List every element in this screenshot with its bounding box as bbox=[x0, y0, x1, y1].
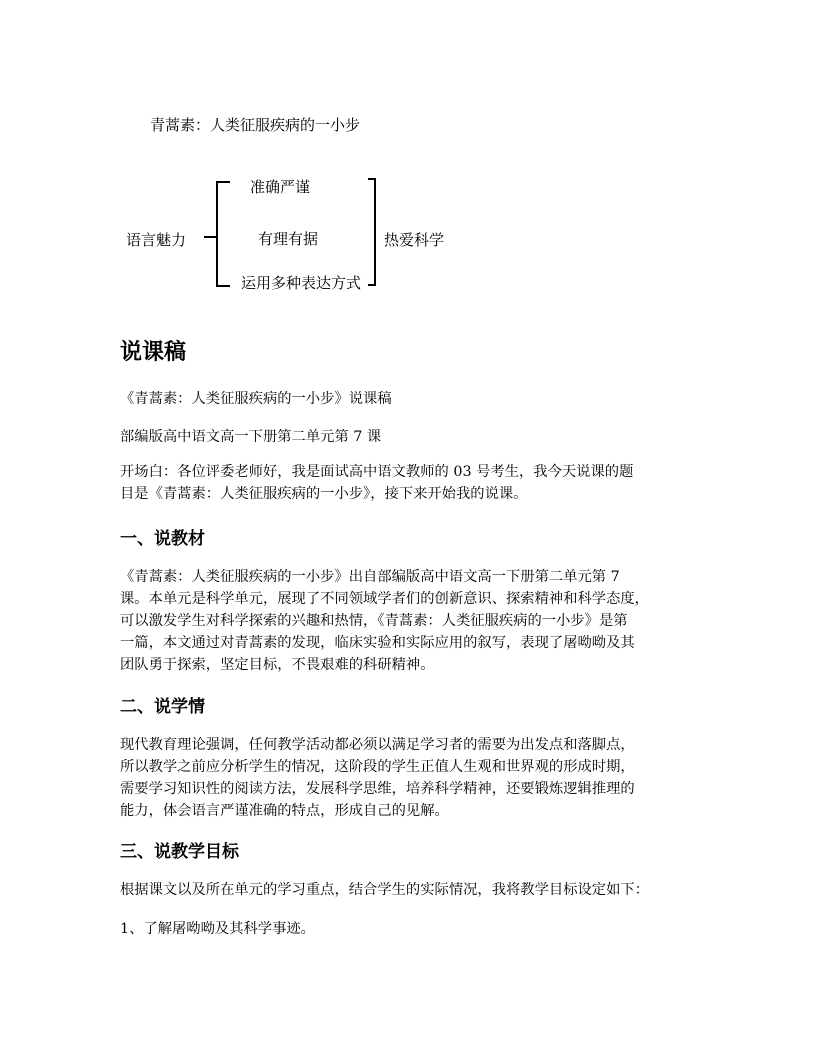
text-line: 需要学习知识性的阅读方法，发展科学思维，培养科学精神，还要锻炼逻辑推理的 bbox=[120, 781, 635, 797]
text-line: 开场白：各位评委老师好，我是面试高中语文教师的 03 号考生，我今天说课的题 bbox=[120, 464, 634, 480]
doc-title: 说课稿 bbox=[120, 340, 187, 365]
diagram-item-accurate: 准确严谨 bbox=[250, 178, 311, 196]
section-students-paragraph bbox=[120, 734, 700, 822]
text-line: 团队勇于探索，坚定目标，不畏艰难的科研精神。 bbox=[120, 657, 435, 673]
diagram-item-reasoned: 有理有据 bbox=[258, 230, 319, 248]
goal-item-1: 1、了解屠呦呦及其科学事迹。 bbox=[120, 921, 315, 937]
text-line: 能力，体会语言严谨准确的特点，形成自己的见解。 bbox=[120, 803, 449, 819]
section-textbook-paragraph bbox=[120, 566, 700, 676]
opening-paragraph bbox=[120, 461, 700, 505]
diagram-title: 青蒿素：人类征服疾病的一小步 bbox=[150, 116, 361, 134]
section-heading-goals: 三、说教学目标 bbox=[120, 842, 239, 862]
text-line: 现代教育理论强调，任何教学活动都必须以满足学习者的需要为出发点和落脚点， bbox=[120, 737, 635, 753]
text-line: 《青蒿素：人类征服疾病的一小步》出自部编版高中语文高一下册第二单元第 7 bbox=[120, 569, 620, 585]
section-heading-students: 二、说学情 bbox=[120, 697, 205, 717]
text-line: 可以激发学生对科学探索的兴趣和热情，《青蒿素：人类征服疾病的一小步》是第 bbox=[120, 613, 628, 629]
intro-line-title: 《青蒿素：人类征服疾病的一小步》说课稿 bbox=[120, 391, 392, 407]
text-line: 课。本单元是科学单元，展现了不同领域学者们的创新意识、探索精神和科学态度， bbox=[120, 591, 649, 607]
intro-line-course: 部编版高中语文高一下册第二单元第 7 课 bbox=[120, 429, 382, 445]
text-line: 目是《青蒿素：人类征服疾病的一小步》，接下来开始我的说课。 bbox=[120, 486, 528, 502]
text-line: 一篇，本文通过对青蒿素的发现，临床实验和实际应用的叙写，表现了屠呦呦及其 bbox=[120, 635, 635, 651]
text-line: 所以教学之前应分析学生的情况，这阶段的学生正值人生观和世界观的形成时期， bbox=[120, 759, 635, 775]
section-goals-paragraph bbox=[120, 879, 700, 901]
section-heading-textbook: 一、说教材 bbox=[120, 529, 205, 549]
text-line: 根据课文以及所在单元的学习重点，结合学生的实际情况，我将教学目标设定如下： bbox=[120, 882, 649, 898]
diagram-left-label: 语言魅力 bbox=[126, 231, 187, 249]
diagram-right-label: 热爱科学 bbox=[384, 231, 445, 249]
diagram-item-expression: 运用多种表达方式 bbox=[241, 274, 362, 292]
